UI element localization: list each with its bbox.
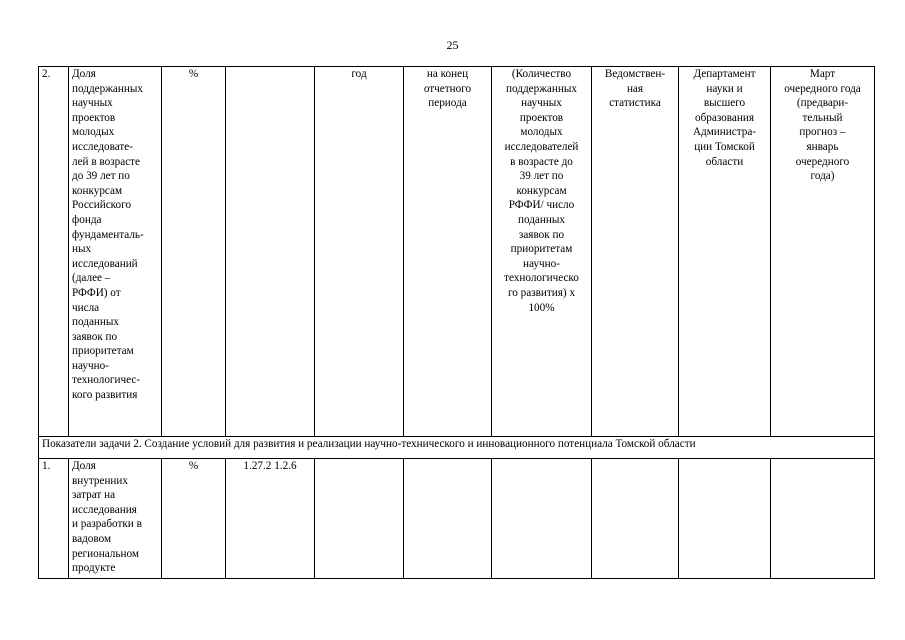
table-row: [39, 459, 875, 579]
row-number: 2.: [39, 67, 69, 437]
period-cell: [315, 459, 404, 579]
row-number: 1.: [39, 459, 69, 579]
timing-cell: [404, 459, 492, 579]
source-cell: Ведомствен- ная статистика: [592, 67, 679, 437]
timing-cell: на конец отчетного периода: [404, 67, 492, 437]
section-header: Показатели задачи 2. Создание условий для развития и реализации научно-технического и инновационного потенциала Томской области: [39, 437, 875, 459]
formula-cell: [492, 459, 592, 579]
indicators-table: [38, 66, 875, 579]
deadline-cell: [771, 459, 875, 579]
indicator-name: Доля внутренних затрат на исследования и разработки в вадовом региональном продукте: [69, 459, 162, 579]
deadline-cell: Март очередного года (предвари- тельный прогноз – январь очередного года): [771, 67, 875, 437]
unit-cell: %: [162, 459, 226, 579]
source-cell: [592, 459, 679, 579]
indicator-name: Доля поддержанных научных проектов молодых исследовате- лей в возрасте до 39 лет по конкурсам Российского фонда фундаменталь- ных исследований (далее – РФФИ) от числа поданных заявок по приоритетам научно- технологичес- кого развития: [69, 67, 162, 437]
page-number: 25: [446, 38, 459, 52]
responsible-cell: [679, 459, 771, 579]
table-row: [39, 67, 875, 437]
section-header-row: [39, 437, 875, 459]
formula-cell: (Количество поддержанных научных проектов молодых исследователей в возрасте до 39 лет по конкурсам РФФИ/ число поданных заявок по приоритетам научно- технологическо го развития) x 100%: [492, 67, 592, 437]
responsible-cell: Департамент науки и высшего образования Администра- ции Томской области: [679, 67, 771, 437]
unit-cell: %: [162, 67, 226, 437]
code-cell: 1.27.2 1.2.6: [226, 459, 315, 579]
code-cell: [226, 67, 315, 437]
period-cell: год: [315, 67, 404, 437]
